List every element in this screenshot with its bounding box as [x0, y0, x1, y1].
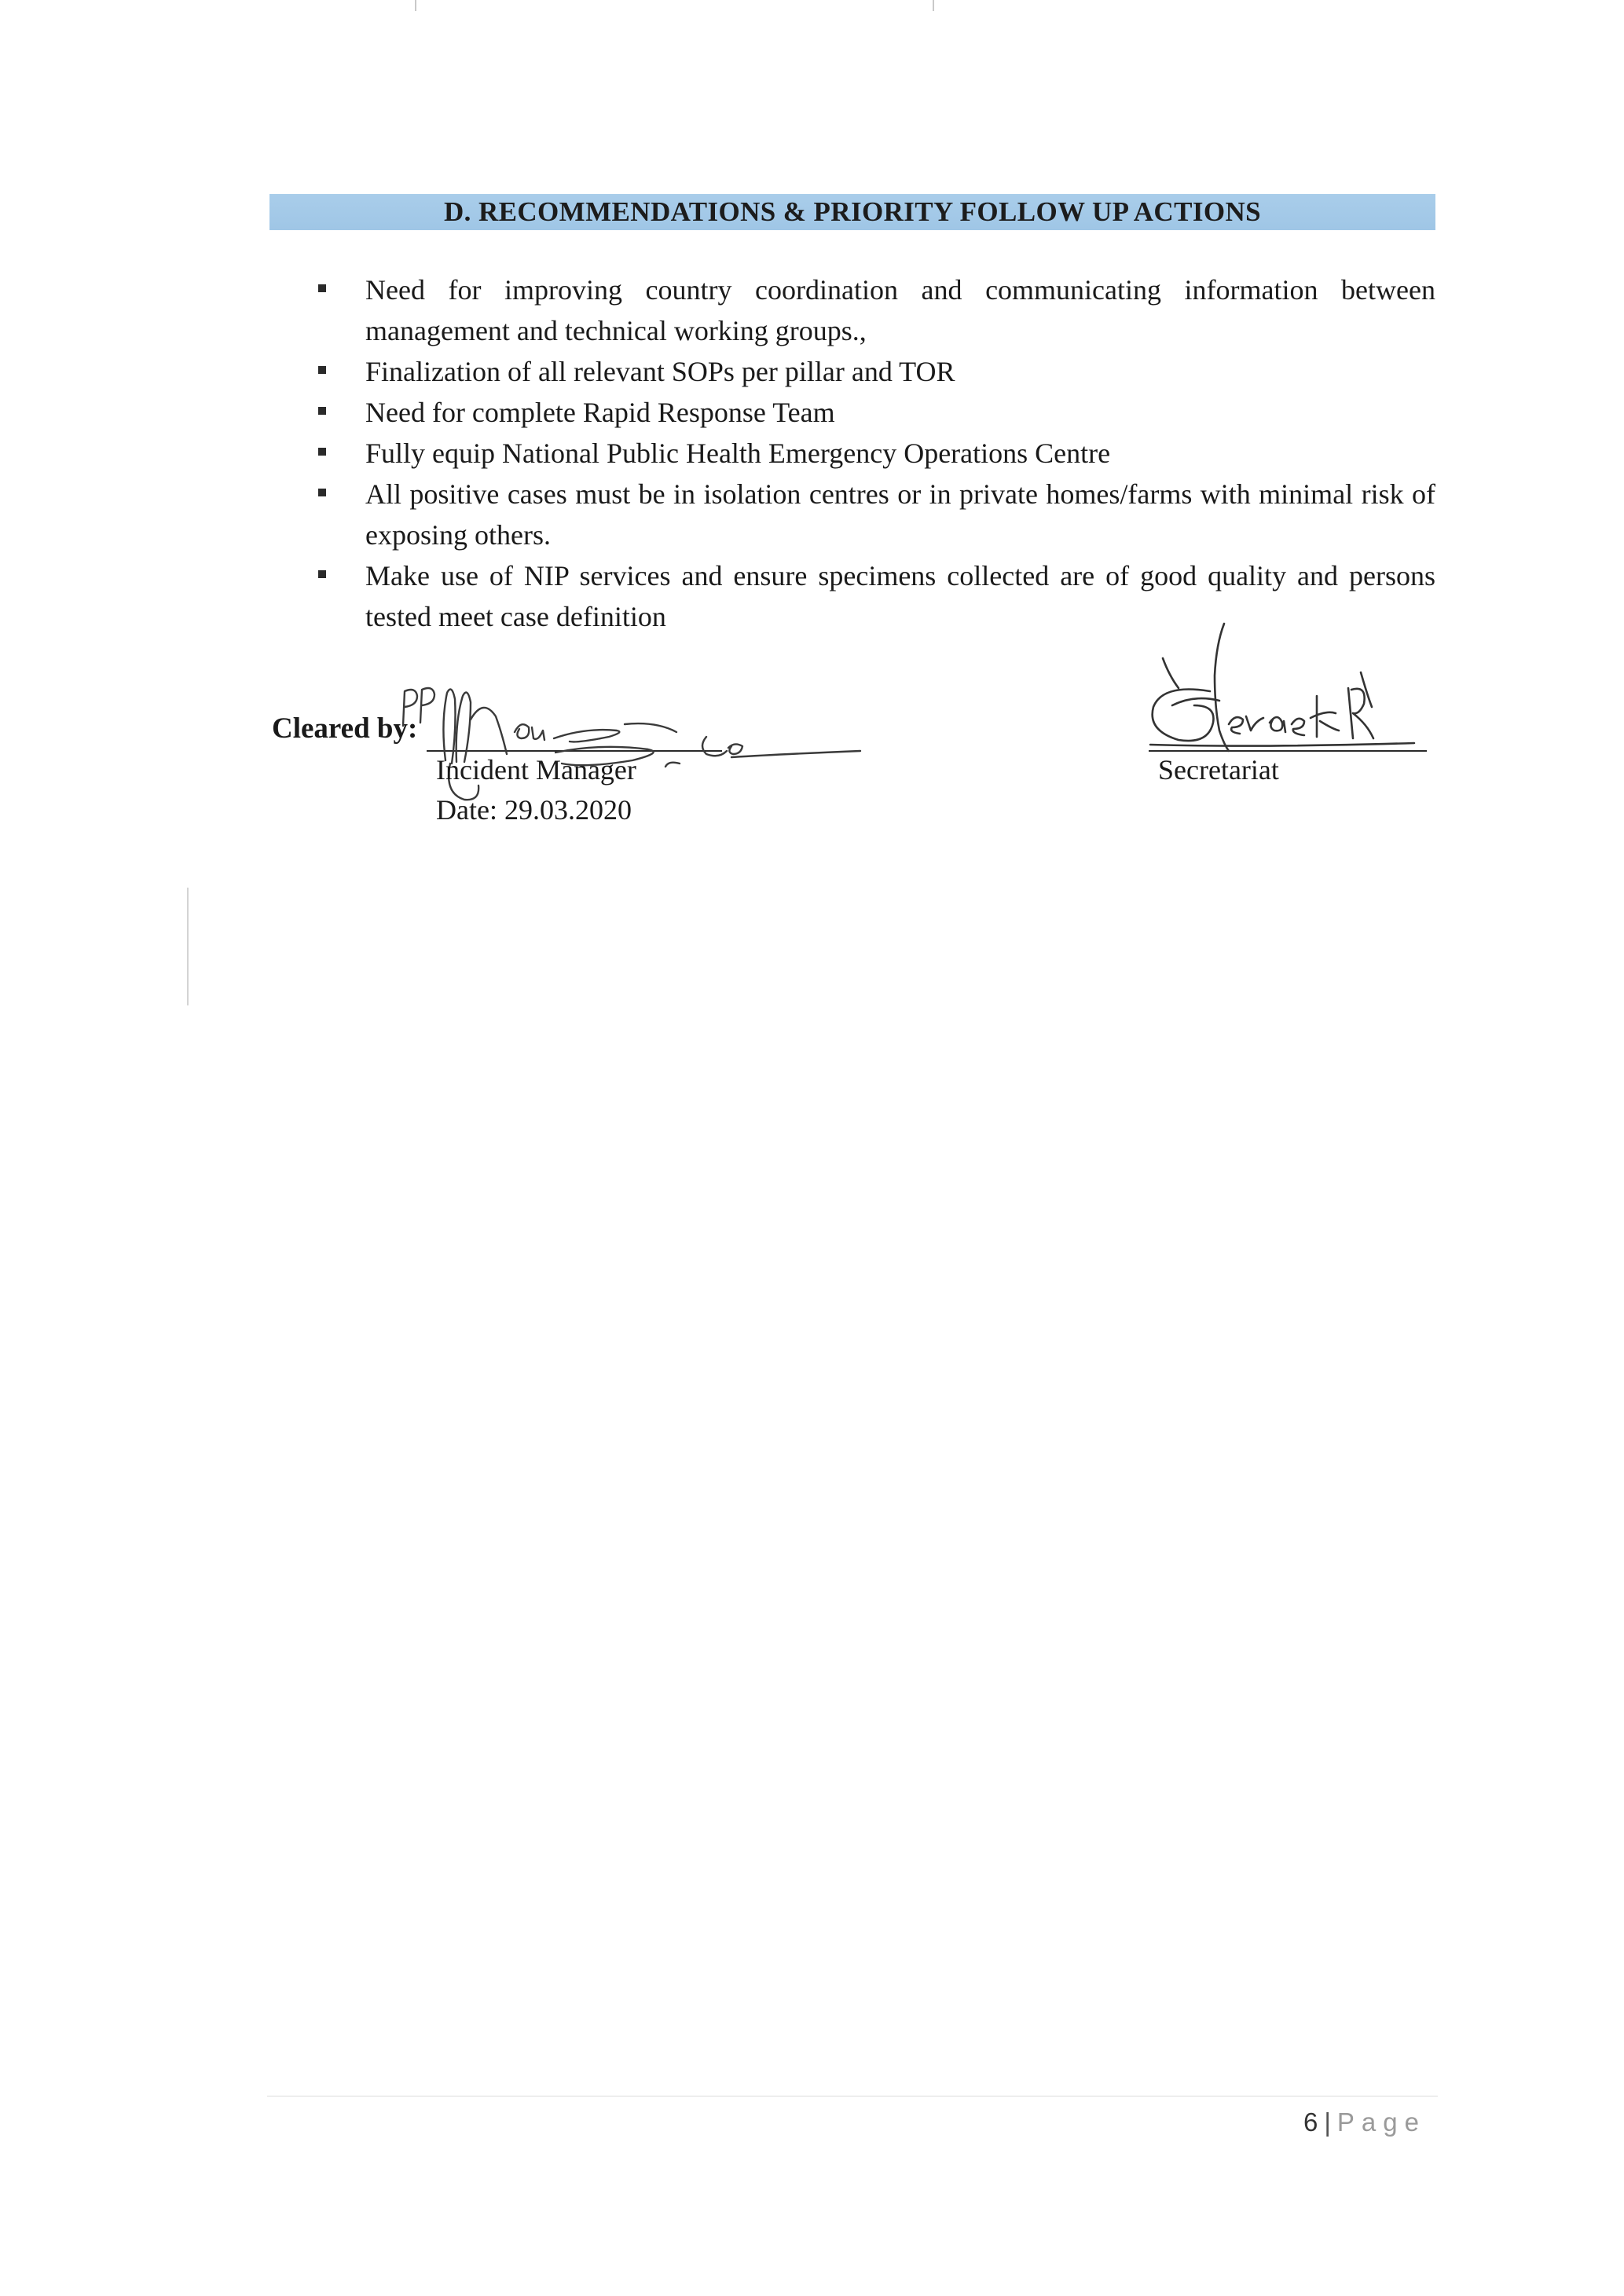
list-item	[318, 351, 1435, 392]
list-item-text: Need for complete Rapid Response Team	[365, 397, 835, 428]
clearance-date: Date: 29.03.2020	[436, 794, 632, 826]
incident-manager-signature	[389, 676, 876, 809]
scan-artifact	[187, 888, 189, 1005]
list-item-text: Fully equip National Public Health Emergency Operations Centre	[365, 438, 1111, 469]
section-heading-banner	[269, 194, 1435, 230]
bullet-icon	[318, 448, 326, 456]
page-footer	[1303, 2107, 1426, 2137]
signature-line-right	[1149, 750, 1427, 752]
bullet-icon	[318, 284, 326, 292]
footer-separator: |	[1324, 2107, 1331, 2137]
list-item-text: Finalization of all relevant SOPs per pillar and TOR	[365, 356, 955, 387]
bullet-icon	[318, 407, 326, 415]
list-item	[318, 474, 1435, 555]
page-number: 6	[1303, 2107, 1318, 2137]
list-item	[318, 433, 1435, 474]
bullet-icon	[318, 570, 326, 578]
recommendations-list	[318, 269, 1435, 637]
section-heading: D. RECOMMENDATIONS & PRIORITY FOLLOW UP ACTIONS	[443, 196, 1262, 227]
scan-artifact	[415, 0, 416, 11]
list-item-text: Need for improving country coordination and communicating information between management and technical working groups.,	[365, 274, 1435, 346]
scan-artifact	[933, 0, 934, 11]
bullet-icon	[318, 366, 326, 374]
page-label: Page	[1336, 2107, 1426, 2137]
list-item	[318, 555, 1435, 637]
signature-line-left	[427, 750, 722, 752]
secretariat-title: Secretariat	[1158, 754, 1279, 785]
incident-manager-title: Incident Manager	[436, 754, 636, 785]
list-item-text: Make use of NIP services and ensure specimens collected are of good quality and persons tested meet case definition	[365, 560, 1435, 632]
list-item	[318, 269, 1435, 351]
bullet-icon	[318, 489, 326, 496]
list-item-text: All positive cases must be in isolation centres or in private homes/farms with minimal risk of exposing others.	[365, 478, 1435, 551]
cleared-by-label: Cleared by:	[272, 712, 418, 745]
list-item	[318, 392, 1435, 433]
